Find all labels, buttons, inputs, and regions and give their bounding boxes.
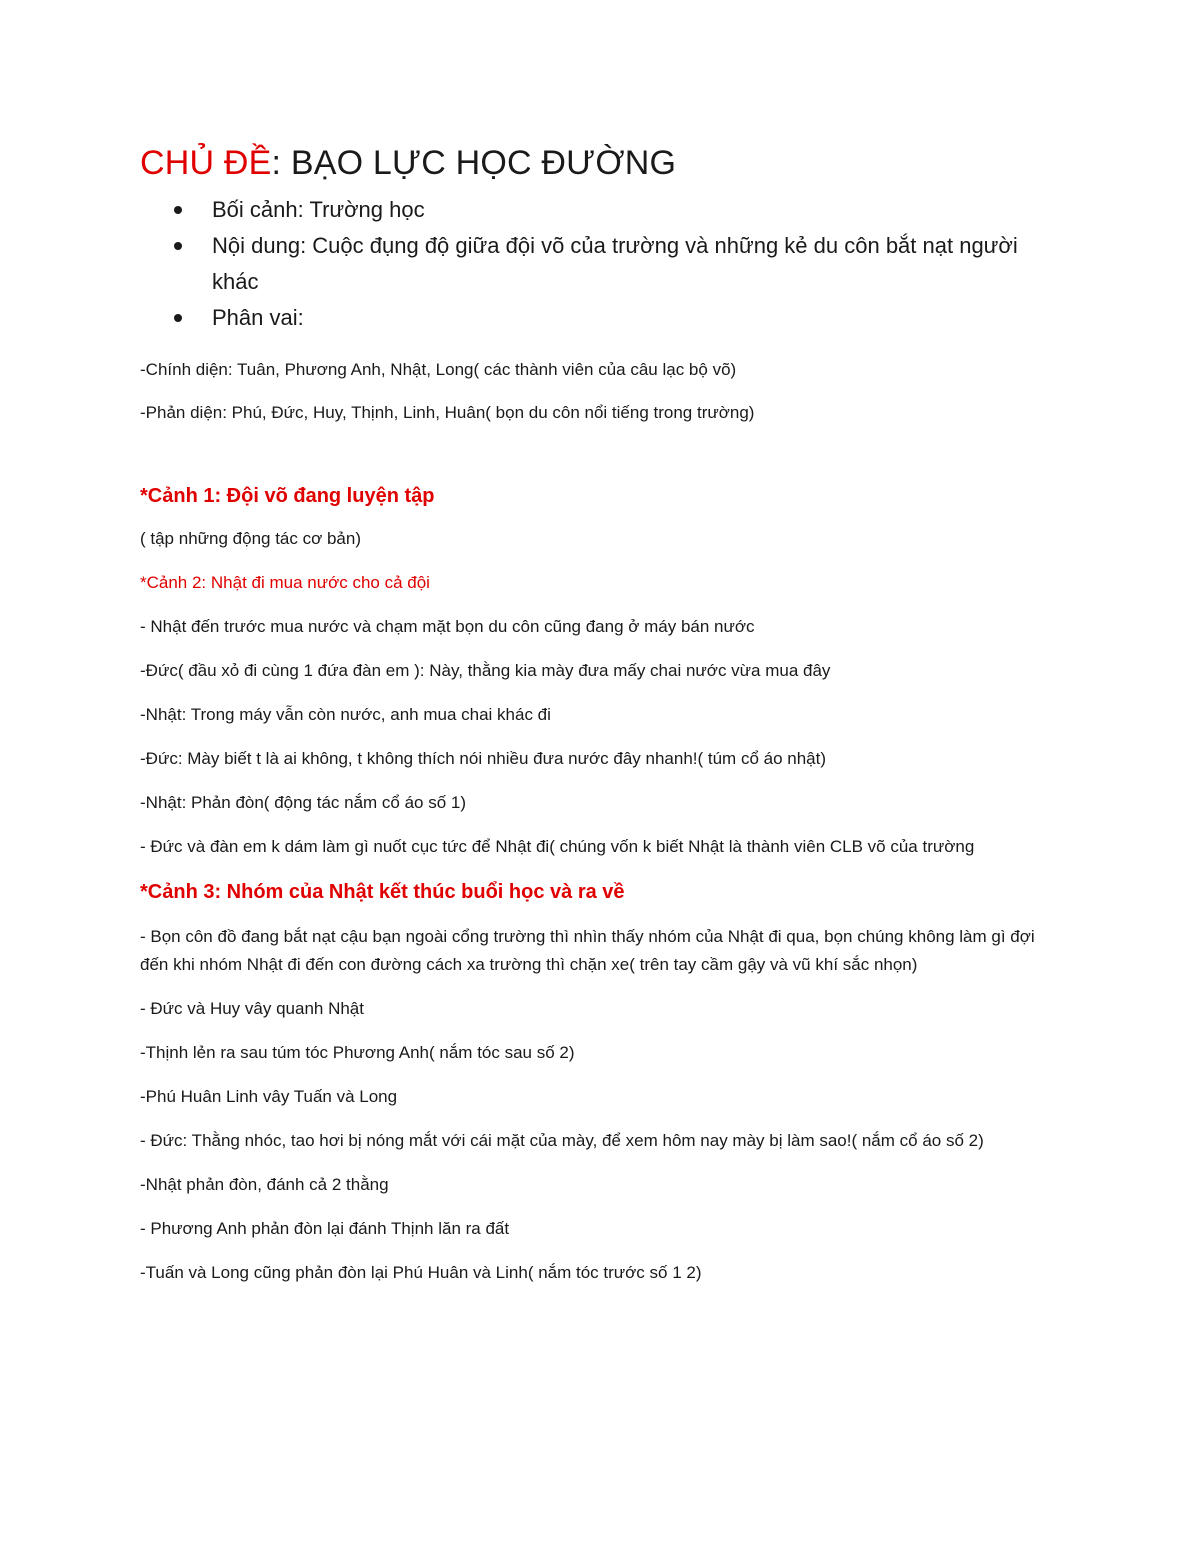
scene2-line: - Nhật đến trước mua nước và chạm mặt bọn du côn cũng đang ở máy bán nước bbox=[140, 617, 755, 636]
scene3-line: - Đức và Huy vây quanh Nhật bbox=[140, 999, 364, 1018]
bullet-setting-text: Bối cảnh: Trường học bbox=[212, 197, 425, 222]
scene2-line: - Đức và đàn em k dám làm gì nuốt cục tức để Nhật đi( chúng vốn k biết Nhật là thành viên CLB võ của trường bbox=[140, 837, 975, 856]
bullet-dot-icon bbox=[174, 242, 182, 250]
scene3-heading: *Cảnh 3: Nhóm của Nhật kết thúc buổi học và ra về bbox=[140, 881, 625, 903]
bullet-roles bbox=[212, 300, 1060, 336]
roles-protagonists: -Chính diện: Tuân, Phương Anh, Nhật, Long( các thành viên của câu lạc bộ võ) bbox=[140, 360, 737, 379]
bullet-setting bbox=[212, 192, 1060, 228]
bullet-content bbox=[212, 228, 1060, 300]
scene3-line: - Phương Anh phản đòn lại đánh Thịnh lăn ra đất bbox=[140, 1219, 510, 1238]
bullet-dot-icon bbox=[174, 314, 182, 322]
scene2-line: -Nhật: Trong máy vẫn còn nước, anh mua chai khác đi bbox=[140, 705, 551, 724]
title-lead: CHỦ ĐỀ bbox=[140, 144, 272, 182]
bullet-content-text: Nội dung: Cuộc đụng độ giữa đội võ của trường và những kẻ du côn bắt nạt người khác bbox=[212, 233, 1018, 294]
roles-antagonists: -Phản diện: Phú, Đức, Huy, Thịnh, Linh, Huân( bọn du côn nổi tiếng trong trường) bbox=[140, 403, 755, 422]
scene3-line: -Tuấn và Long cũng phản đòn lại Phú Huân và Linh( nắm tóc trước số 1 2) bbox=[140, 1263, 702, 1282]
info-bullet-list bbox=[140, 192, 1060, 336]
bullet-dot-icon bbox=[174, 206, 182, 214]
scene2-heading: *Cảnh 2: Nhật đi mua nước cho cả đội bbox=[140, 573, 430, 592]
scene3-line: -Phú Huân Linh vây Tuấn và Long bbox=[140, 1087, 398, 1106]
scene3-line: - Đức: Thằng nhóc, tao hơi bị nóng mắt với cái mặt của mày, để xem hôm nay mày bị làm sao!( nắm cổ áo số 2) bbox=[140, 1131, 984, 1150]
document-page bbox=[140, 140, 1060, 1287]
document-title bbox=[140, 140, 1060, 186]
scene1-line: ( tập những động tác cơ bản) bbox=[140, 529, 361, 548]
scene1-heading: *Cảnh 1: Đội võ đang luyện tập bbox=[140, 485, 435, 507]
scene2-line: -Nhật: Phản đòn( động tác nắm cổ áo số 1) bbox=[140, 793, 467, 812]
scene2-line: -Đức( đầu xỏ đi cùng 1 đứa đàn em ): Này, thằng kia mày đưa mấy chai nước vừa mua đây bbox=[140, 661, 831, 680]
scene2-line: -Đức: Mày biết t là ai không, t không thích nói nhiều đưa nước đây nhanh!( túm cổ áo nhật) bbox=[140, 749, 827, 768]
title-rest: : BẠO LỰC HỌC ĐƯỜNG bbox=[271, 144, 677, 182]
scene3-line: -Nhật phản đòn, đánh cả 2 thằng bbox=[140, 1175, 389, 1194]
scene3-line: -Thịnh lẻn ra sau túm tóc Phương Anh( nắm tóc sau số 2) bbox=[140, 1043, 575, 1062]
bullet-roles-text: Phân vai: bbox=[212, 305, 304, 330]
scene3-line: - Bọn côn đồ đang bắt nạt cậu bạn ngoài cổng trường thì nhìn thấy nhóm của Nhật đi qua, bọn chúng không làm gì đợi đến khi nhóm Nhật đi đến con đường cách xa trường thì chặn xe( trên tay cầm gậy và vũ khí sắc nhọn) bbox=[140, 927, 1035, 974]
